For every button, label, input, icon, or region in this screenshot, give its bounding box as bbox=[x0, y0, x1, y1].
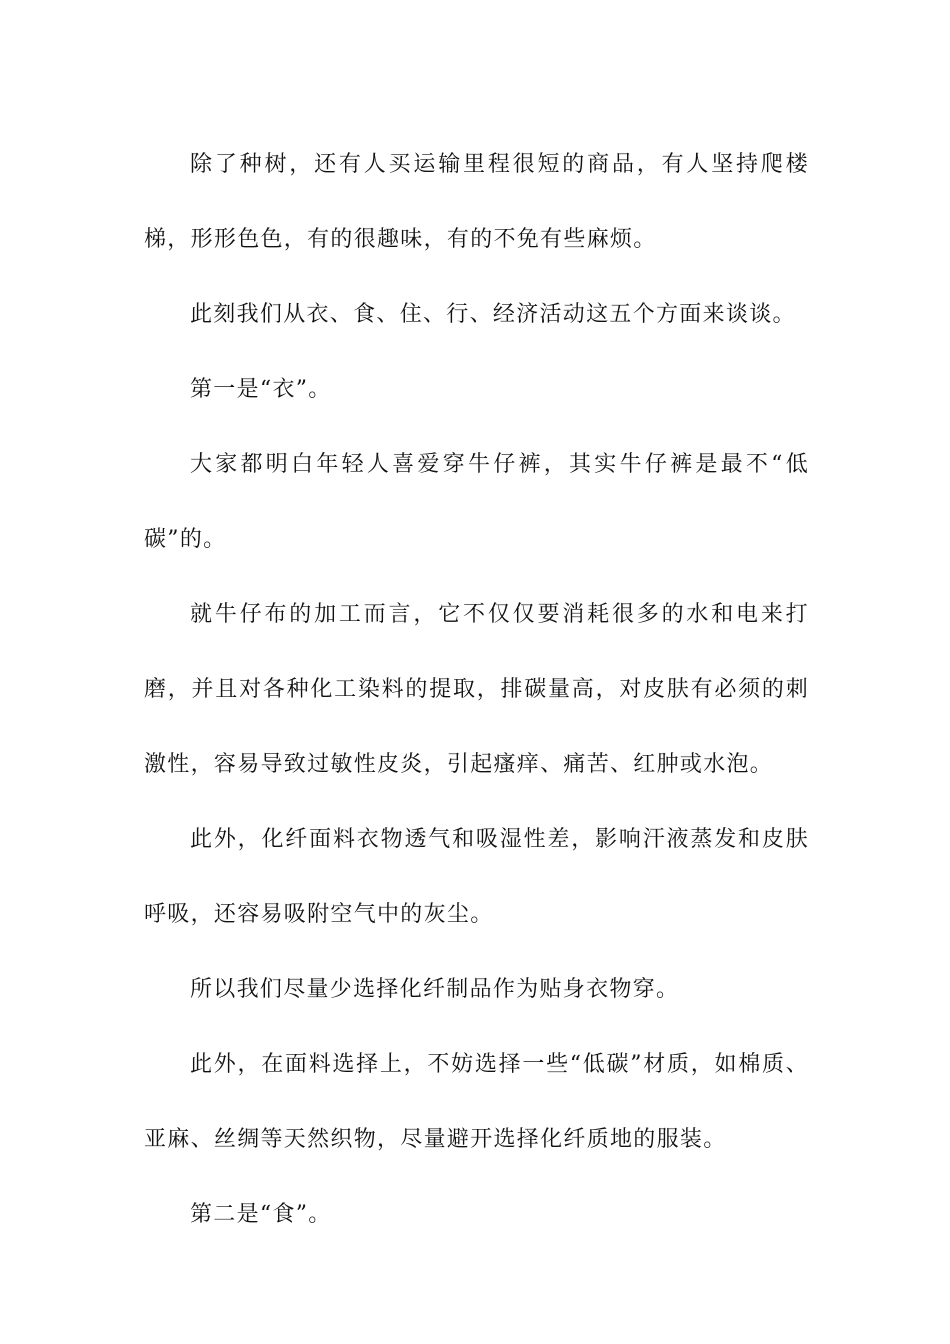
paragraph-6: 此外，化纤面料衣物透气和吸湿性差，影响汗液蒸发和皮肤呼吸，还容易吸附空气中的灰尘。 bbox=[144, 827, 809, 927]
paragraph-3: 第一是“衣”。 bbox=[190, 377, 332, 402]
paragraph-8: 此外，在面料选择上，不妨选择一些“低碳”材质，如棉质、亚麻、丝绸等天然织物，尽量避开选择化纤质地的服装。 bbox=[144, 1052, 809, 1152]
paragraph-9: 第二是“食”。 bbox=[190, 1202, 332, 1227]
paragraph-7: 所以我们尽量少选择化纤制品作为贴身衣物穿。 bbox=[190, 977, 680, 1002]
paragraph-5: 就牛仔布的加工而言，它不仅仅要消耗很多的水和电来打磨，并且对各种化工染料的提取，排碳量高，对皮肤有必须的刺激性，容易导致过敏性皮炎，引起瘙痒、痛苦、红肿或水泡。 bbox=[144, 602, 809, 777]
paragraph-1: 除了种树，还有人买运输里程很短的商品，有人坚持爬楼梯，形形色色，有的很趣味，有的不免有些麻烦。 bbox=[144, 152, 809, 252]
paragraph-4: 大家都明白年轻人喜爱穿牛仔裤，其实牛仔裤是最不“低碳”的。 bbox=[144, 452, 809, 552]
paragraph-2: 此刻我们从衣、食、住、行、经济活动这五个方面来谈谈。 bbox=[190, 302, 796, 327]
document-body bbox=[144, 127, 809, 1252]
